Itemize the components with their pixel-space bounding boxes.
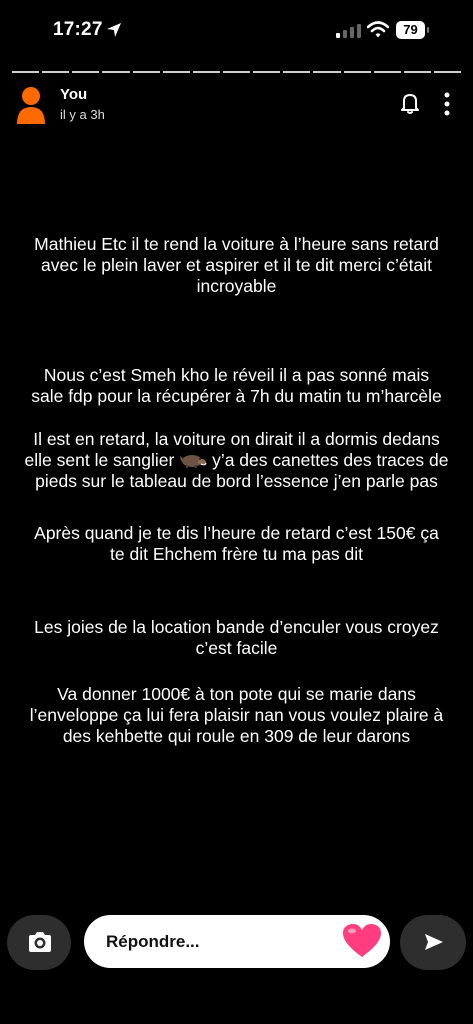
progress-segment	[374, 71, 401, 73]
progress-segment	[223, 71, 250, 73]
more-vertical-icon[interactable]	[440, 91, 454, 117]
progress-segment	[12, 71, 39, 73]
progress-segment	[133, 71, 160, 73]
story-paragraph	[16, 429, 457, 492]
wifi-icon	[367, 21, 389, 39]
text-line: incroyable	[196, 276, 277, 296]
status-bar	[0, 0, 473, 60]
story-paragraph	[16, 523, 457, 565]
heart-icon[interactable]	[342, 923, 382, 959]
text-segment: y’a des canettes des traces de	[212, 450, 449, 470]
progress-segment	[102, 71, 129, 73]
bell-icon[interactable]	[398, 91, 422, 115]
status-time: 17:27	[53, 19, 103, 40]
send-icon	[424, 932, 444, 952]
text-line: des kehbette qui roule en 309 de leur darons	[62, 726, 411, 746]
avatar[interactable]	[16, 86, 46, 124]
progress-segment	[313, 71, 340, 73]
story-paragraph	[16, 617, 457, 659]
text-line: Mathieu Etc il te rend la voiture à l’heure sans retard	[34, 234, 439, 254]
progress-segment	[163, 71, 190, 73]
text-line: Après quand je te dis l’heure de retard c’est 150€ ça	[34, 523, 439, 543]
reply-input[interactable]	[84, 915, 390, 968]
story-progress-bar	[12, 71, 461, 75]
progress-segment	[344, 71, 371, 73]
camera-button[interactable]	[7, 915, 71, 970]
signal-icon	[336, 24, 362, 38]
story-paragraph	[16, 365, 457, 407]
story-header	[0, 80, 473, 130]
text-line	[16, 450, 457, 471]
send-button[interactable]	[400, 915, 466, 970]
text-line: Les joies de la location bande d’enculer vous croyez	[34, 617, 439, 637]
story-paragraph	[16, 234, 457, 297]
progress-segment	[72, 71, 99, 73]
username[interactable]: You	[60, 86, 88, 103]
reply-placeholder: Répondre...	[106, 932, 200, 951]
text-line: avec le plein laver et aspirer et il te dit merci c’était	[41, 255, 432, 275]
text-line: te dit Ehchem frère tu ma pas dit	[110, 544, 363, 564]
camera-icon	[27, 931, 53, 953]
text-line: Il est en retard, la voiture on dirait il a dormis dedans	[33, 429, 440, 449]
text-line: c’est facile	[195, 638, 278, 658]
story-paragraph	[16, 684, 457, 747]
progress-segment	[404, 71, 431, 73]
text-line: Va donner 1000€ à ton pote qui se marie dans	[57, 684, 416, 704]
boar-emoji	[179, 452, 207, 468]
text-line: Nous c’est Smeh kho le réveil il a pas sonné mais	[43, 365, 430, 385]
location-arrow-icon	[106, 22, 122, 38]
progress-segment	[193, 71, 220, 73]
text-line: l’enveloppe ça lui fera plaisir nan vous voulez plaire à	[29, 705, 444, 725]
text-line: sale fdp pour la récupérer à 7h du matin tu m’harcèle	[31, 386, 442, 406]
progress-segment	[42, 71, 69, 73]
battery-icon	[396, 21, 430, 39]
progress-segment	[283, 71, 310, 73]
battery-level: 79	[396, 21, 425, 39]
reply-bar	[0, 915, 473, 971]
text-segment: elle sent le sanglier	[24, 450, 180, 470]
progress-segment	[434, 71, 461, 73]
text-line: pieds sur le tableau de bord l’essence j’en parle pas	[35, 471, 438, 491]
progress-segment	[253, 71, 280, 73]
story-timestamp: il y a 3h	[60, 107, 105, 122]
